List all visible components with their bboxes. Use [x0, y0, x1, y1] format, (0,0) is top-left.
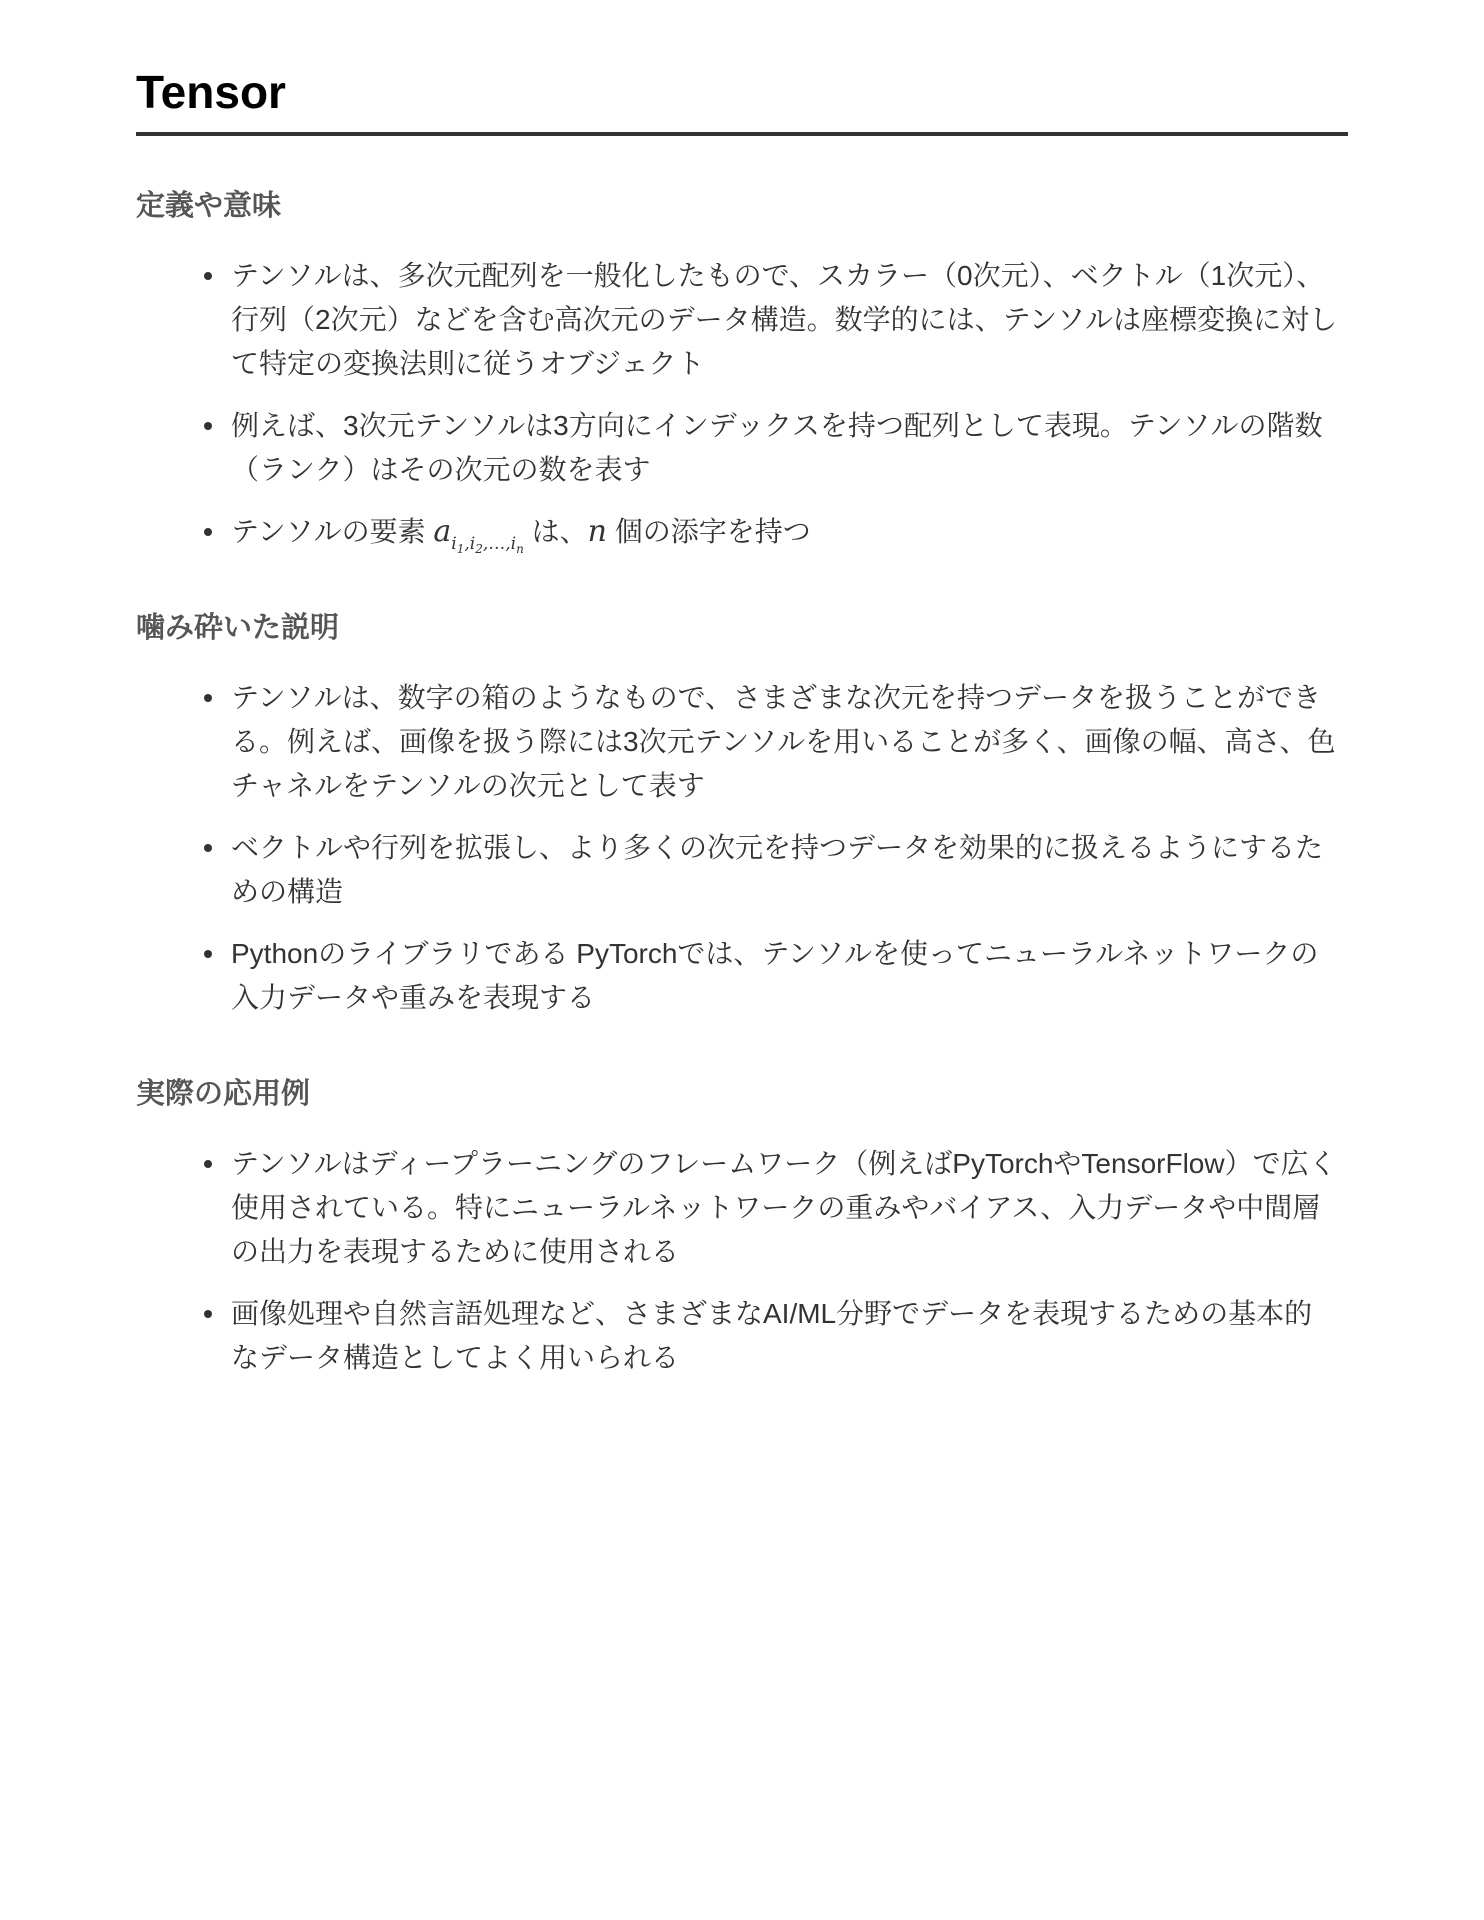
list-item-text: は、	[523, 516, 588, 547]
page-title: Tensor	[136, 64, 1348, 136]
list-item	[231, 1292, 1348, 1380]
list-item-text: ベクトルや行列を拡張し、より多くの次元を持つデータを効果的に扱えるようにするための構造	[231, 832, 1324, 907]
section-definition	[136, 186, 1348, 554]
bullet-icon	[204, 844, 212, 852]
list-item	[231, 254, 1348, 386]
bullet-list	[136, 676, 1348, 1020]
list-item	[231, 404, 1348, 492]
list-item-text: テンソルは、数字の箱のようなもので、さまざまな次元を持つデータを扱うことができる。例えば、画像を扱う際には3次元テンソルを用いることが多く、画像の幅、高さ、色チャネルをテンソルの次元として表す	[231, 682, 1336, 801]
list-item	[231, 826, 1348, 914]
bullet-icon	[204, 422, 212, 430]
section-explanation	[136, 608, 1348, 1020]
math-expression: $a_{i_1,i_2,\dots,i_n}$	[433, 514, 524, 556]
section-heading: 噛み砕いた説明	[136, 612, 340, 644]
list-item-text: テンソルは、多次元配列を一般化したもので、スカラー（0次元）、ベクトル（1次元）、行列（2次元）などを含む高次元のデータ構造。数学的には、テンソルは座標変換に対して特定の変換法則に従うオブジェクト	[231, 260, 1338, 379]
list-item-text: 個の添字を持つ	[606, 516, 811, 547]
list-item	[231, 932, 1348, 1020]
list-item	[231, 510, 1348, 554]
bullet-icon	[204, 694, 212, 702]
bullet-list	[136, 254, 1348, 554]
bullet-icon	[204, 950, 212, 958]
bullet-icon	[204, 528, 212, 536]
bullet-icon	[204, 1160, 212, 1168]
math-n: n	[587, 514, 607, 549]
section-heading: 定義や意味	[136, 190, 282, 222]
list-item-text: 画像処理や自然言語処理など、さまざまなAI/ML分野でデータを表現するための基本的なデータ構造としてよく用いられる	[231, 1298, 1313, 1373]
list-item-text: テンソルの要素	[231, 516, 434, 547]
list-item-text: テンソルはディープラーニングのフレームワーク（例えばPyTorchやTensorFlow）で広く使用されている。特にニューラルネットワークの重みやバイアス、入力データや中間層の出力を表現するために使用される	[231, 1148, 1337, 1267]
list-item	[231, 1142, 1348, 1274]
section-applications	[136, 1074, 1348, 1380]
bullet-icon	[204, 272, 212, 280]
bullet-icon	[204, 1310, 212, 1318]
bullet-list	[136, 1142, 1348, 1380]
list-item-text: Pythonのライブラリである PyTorchでは、テンソルを使ってニューラルネットワークの入力データや重みを表現する	[231, 938, 1319, 1013]
section-heading: 実際の応用例	[136, 1078, 311, 1110]
list-item-text: 例えば、3次元テンソルは3方向にインデックスを持つ配列として表現。テンソルの階数（ランク）はその次元の数を表す	[231, 410, 1323, 485]
list-item	[231, 676, 1348, 808]
